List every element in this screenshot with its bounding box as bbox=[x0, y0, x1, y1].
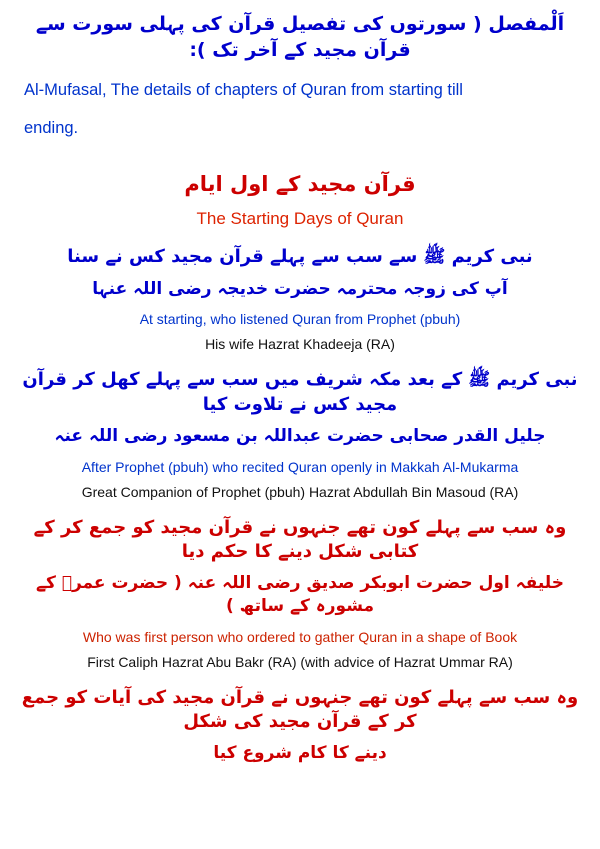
qa-2-english-question: After Prophet (pbuh) who recited Quran openly in Makkah Al-Mukarma bbox=[81, 458, 519, 475]
qa-block-3 bbox=[10, 516, 590, 672]
qa-2-english-answer: Great Companion of Prophet (pbuh) Hazrat Abdullah Bin Masoud (RA) bbox=[81, 483, 519, 500]
header-urdu-title: اَلْمفصل ( سورتوں کی تفصیل قرآن کی پہلی سورت سے قرآن مجید کے آخر تک ): bbox=[35, 13, 565, 61]
qa-3-urdu-answer: خلیفہ اول حضرت ابوبکر صدیق رضی اللہ عنہ ( حضرت عمرؓ کے مشورہ کے ساتھ ) bbox=[35, 573, 564, 617]
qa-3-urdu-question: وہ سب سے پہلے کون تھے جنہوں نے قرآن مجید کو جمع کر کے کتابی شکل دینے کا حکم دیا bbox=[33, 516, 567, 562]
qa-3-english-question: Who was first person who ordered to gather Quran in a shape of Book bbox=[82, 629, 518, 646]
qa-4-urdu-answer: دینے کا کام شروع کیا bbox=[213, 743, 387, 764]
section-english-heading: The Starting Days of Quran bbox=[196, 209, 404, 229]
header-english-title-line2: ending. bbox=[24, 118, 79, 137]
qa-2-urdu-question: نبی کریم ﷺ کے بعد مکہ شریف میں سب سے پہلے کھل کر قرآن مجید کس نے تلاوت کیا bbox=[22, 369, 578, 415]
qa-1-urdu-question: نبی کریم ﷺ سے سب سے پہلے قرآن مجید کس نے سنا bbox=[67, 246, 533, 268]
qa-2-urdu-answer: جلیل القدر صحابی حضرت عبداللہ بن مسعود رضی اللہ عنہ bbox=[54, 425, 546, 446]
qa-4-urdu-question: وہ سب سے پہلے کون تھے جنہوں نے قرآن مجید کی آیات کو جمع کر کے قرآن مجید کی شکل bbox=[21, 686, 579, 733]
qa-block-1 bbox=[10, 245, 590, 354]
section-urdu-heading: قرآن مجید کے اول ایام bbox=[184, 171, 416, 196]
qa-3-english-answer: First Caliph Hazrat Abu Bakr (RA) (with advice of Hazrat Ummar RA) bbox=[87, 653, 513, 670]
qa-1-english-question: At starting, who listened Quran from Prophet (pbuh) bbox=[139, 311, 461, 328]
qa-1-english-answer: His wife Hazrat Khadeeja (RA) bbox=[205, 336, 395, 353]
qa-block-2 bbox=[10, 368, 590, 501]
header-english-title-line1: Al-Mufasal, The details of chapters of Quran from starting till bbox=[24, 81, 463, 100]
qa-block-4 bbox=[10, 686, 590, 766]
qa-1-urdu-answer: آپ کی زوجہ محترمہ حضرت خدیجہ رضی اللہ عنہا bbox=[92, 278, 508, 299]
